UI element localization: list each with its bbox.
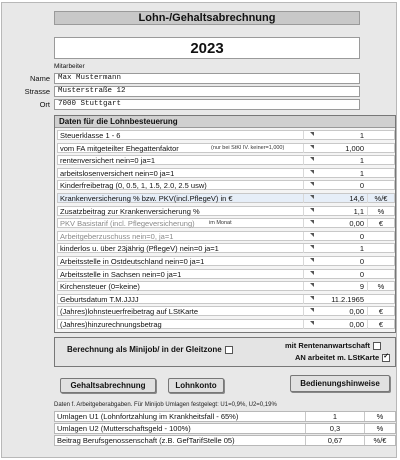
tax-row-value[interactable]: 0 [303,181,366,190]
tax-row [57,218,395,228]
tax-row-label: kinderlos u. über 23jährig (PflegeV) nein=0 ja=1 [60,244,219,254]
an-lstkarte-checkbox[interactable] [382,354,390,362]
umlage-row-value[interactable]: 0,67 [305,436,364,445]
umlagen-note: Daten f. Arbeitgeberabgaben. Für Minijob Umlagen festgelegt: U1=0,9%, U2=0,19% [54,402,277,408]
minijob-text: Berechnung als Minijob/ in der Gleitzone [67,345,222,354]
renten-checkbox[interactable] [373,342,381,350]
tax-data-section [54,115,396,333]
tax-row-label: (Jahres)lohnsteuerfreibetrag auf LStKarte [60,307,198,317]
tax-row [57,269,395,279]
tax-row [57,281,395,291]
gehaltsabrechnung-button[interactable]: Gehaltsabrechnung [60,378,156,393]
tax-row-value[interactable]: 1 [303,131,366,140]
tax-row-unit: € [367,320,394,329]
page-title: Lohn-/Gehaltsabrechnung [54,11,360,25]
tax-row [57,319,395,329]
tax-row-value[interactable]: 9 [303,282,366,291]
tax-row-label: Steuerklasse 1 - 6 [60,131,121,140]
tax-row [57,180,395,190]
year-field[interactable]: 2023 [54,37,360,59]
minijob-checkbox[interactable] [225,346,233,354]
tax-row-value[interactable]: 1,1 [303,207,366,216]
tax-row-value[interactable]: 1 [303,156,366,165]
tax-row [57,143,395,153]
umlage-row-unit: %/€ [364,436,395,445]
bedienungshinweise-button[interactable]: Bedienungshinweise [290,375,390,392]
tax-row [57,193,395,203]
tax-row-unit: € [367,219,394,228]
tax-row-label: arbeitslosenversichert nein=0 ja=1 [60,168,175,178]
umlage-row-value[interactable]: 0,3 [305,424,364,433]
tax-row [57,243,395,253]
tax-row-note: (nur bei StKl IV. keiner=1,000) [211,144,285,151]
umlage-row-label: Beitrag Berufsgenossenschaft (z.B. GefTarifStelle 05) [57,436,235,445]
tax-row-label: Arbeitsstelle in Ostdeutschland nein=0 ja=1 [60,257,205,266]
tax-row-label: rentenversichert nein=0 ja=1 [60,156,156,166]
payroll-panel [1,2,397,458]
tax-row-label: Geburtsdatum T.M.JJJJ [60,294,139,304]
street-label: Strasse [24,87,50,96]
tax-section-heading: Daten für die Lohnbesteuerung [55,116,395,128]
employee-section-label: Mitarbeiter [54,63,85,70]
tax-row-label: vom FA mitgeteilter Ehegattenfaktor [60,143,179,153]
tax-row-unit: % [367,282,394,291]
tax-row [57,294,395,304]
tax-row-label: Kinderfreibetrag (0, 0.5, 1, 1.5, 2.0, 2.5 usw) [60,181,207,191]
umlage-row [54,435,396,446]
tax-row-value[interactable]: 1 [303,169,366,178]
city-field[interactable]: 7000 Stuttgart [54,99,360,110]
name-field[interactable]: Max Mustermann [54,73,360,84]
umlage-row-label: Umlagen U1 (Lohnfortzahlung im Krankheitsfall - 65%) [57,412,239,421]
tax-row-label: Arbeitsstelle in Sachsen nein=0 ja=1 [60,269,182,279]
tax-row-label: Kirchensteuer (0=keine) [60,282,140,292]
tax-row-value[interactable]: 0 [303,270,366,279]
tax-row-note: im Monat [209,220,232,227]
tax-row-value[interactable]: 1,000 [303,144,366,153]
tax-row [57,231,395,241]
umlage-row [54,423,396,434]
tax-row [57,168,395,178]
renten-text: mit Rentenanwartschaft [285,341,371,350]
minijob-label [67,345,233,354]
city-label: Ort [39,100,50,109]
lohnkonto-button[interactable]: Lohnkonto [168,378,224,393]
umlage-row-label: Umlagen U2 (Mutterschaftsgeld - 100%) [57,424,191,433]
tax-row-value[interactable]: 0,00 [303,320,366,329]
umlage-row-unit: % [364,412,395,421]
an-lstkarte-label [295,353,390,362]
tax-row [57,206,395,216]
tax-row-value[interactable]: 0,00 [303,219,366,228]
tax-row-label: (Jahres)hinzurechnungsbetrag [60,320,162,329]
tax-row-value[interactable]: 0 [303,257,366,266]
tax-row-label: Arbeitgeberzuschuss nein=0, ja=1 [60,231,174,241]
tax-row-value[interactable]: 0,00 [303,307,366,316]
tax-row-label: PKV Basistarif (incl. Pflegeversicherung) [60,219,195,229]
umlage-row-value[interactable]: 1 [305,412,364,421]
tax-row [57,306,395,316]
minijob-section [54,337,396,367]
tax-row-label: Krankenversicherung % bzw. PKV(incl.PflegeV) in € [60,194,233,203]
tax-row [57,155,395,165]
renten-label [285,341,381,350]
umlage-row [54,411,396,422]
tax-row [57,256,395,266]
tax-row-value[interactable]: 1 [303,244,366,253]
tax-row-unit: € [367,307,394,316]
name-label: Name [29,74,50,83]
tax-row-value[interactable]: 14,6 [303,194,366,203]
tax-row [57,130,395,140]
tax-row-label: Zusatzbeitrag zur Krankenversicherung % [60,206,200,216]
street-field[interactable]: Musterstraße 12 [54,86,360,97]
tax-row-unit: % [367,207,394,216]
tax-row-value[interactable]: 11.2.1965 [303,295,366,304]
umlage-row-unit: % [364,424,395,433]
an-lstkarte-text: AN arbeitet m. LStKarte [295,353,380,362]
tax-row-value[interactable]: 0 [303,232,366,241]
tax-row-unit: %/€ [367,194,394,203]
